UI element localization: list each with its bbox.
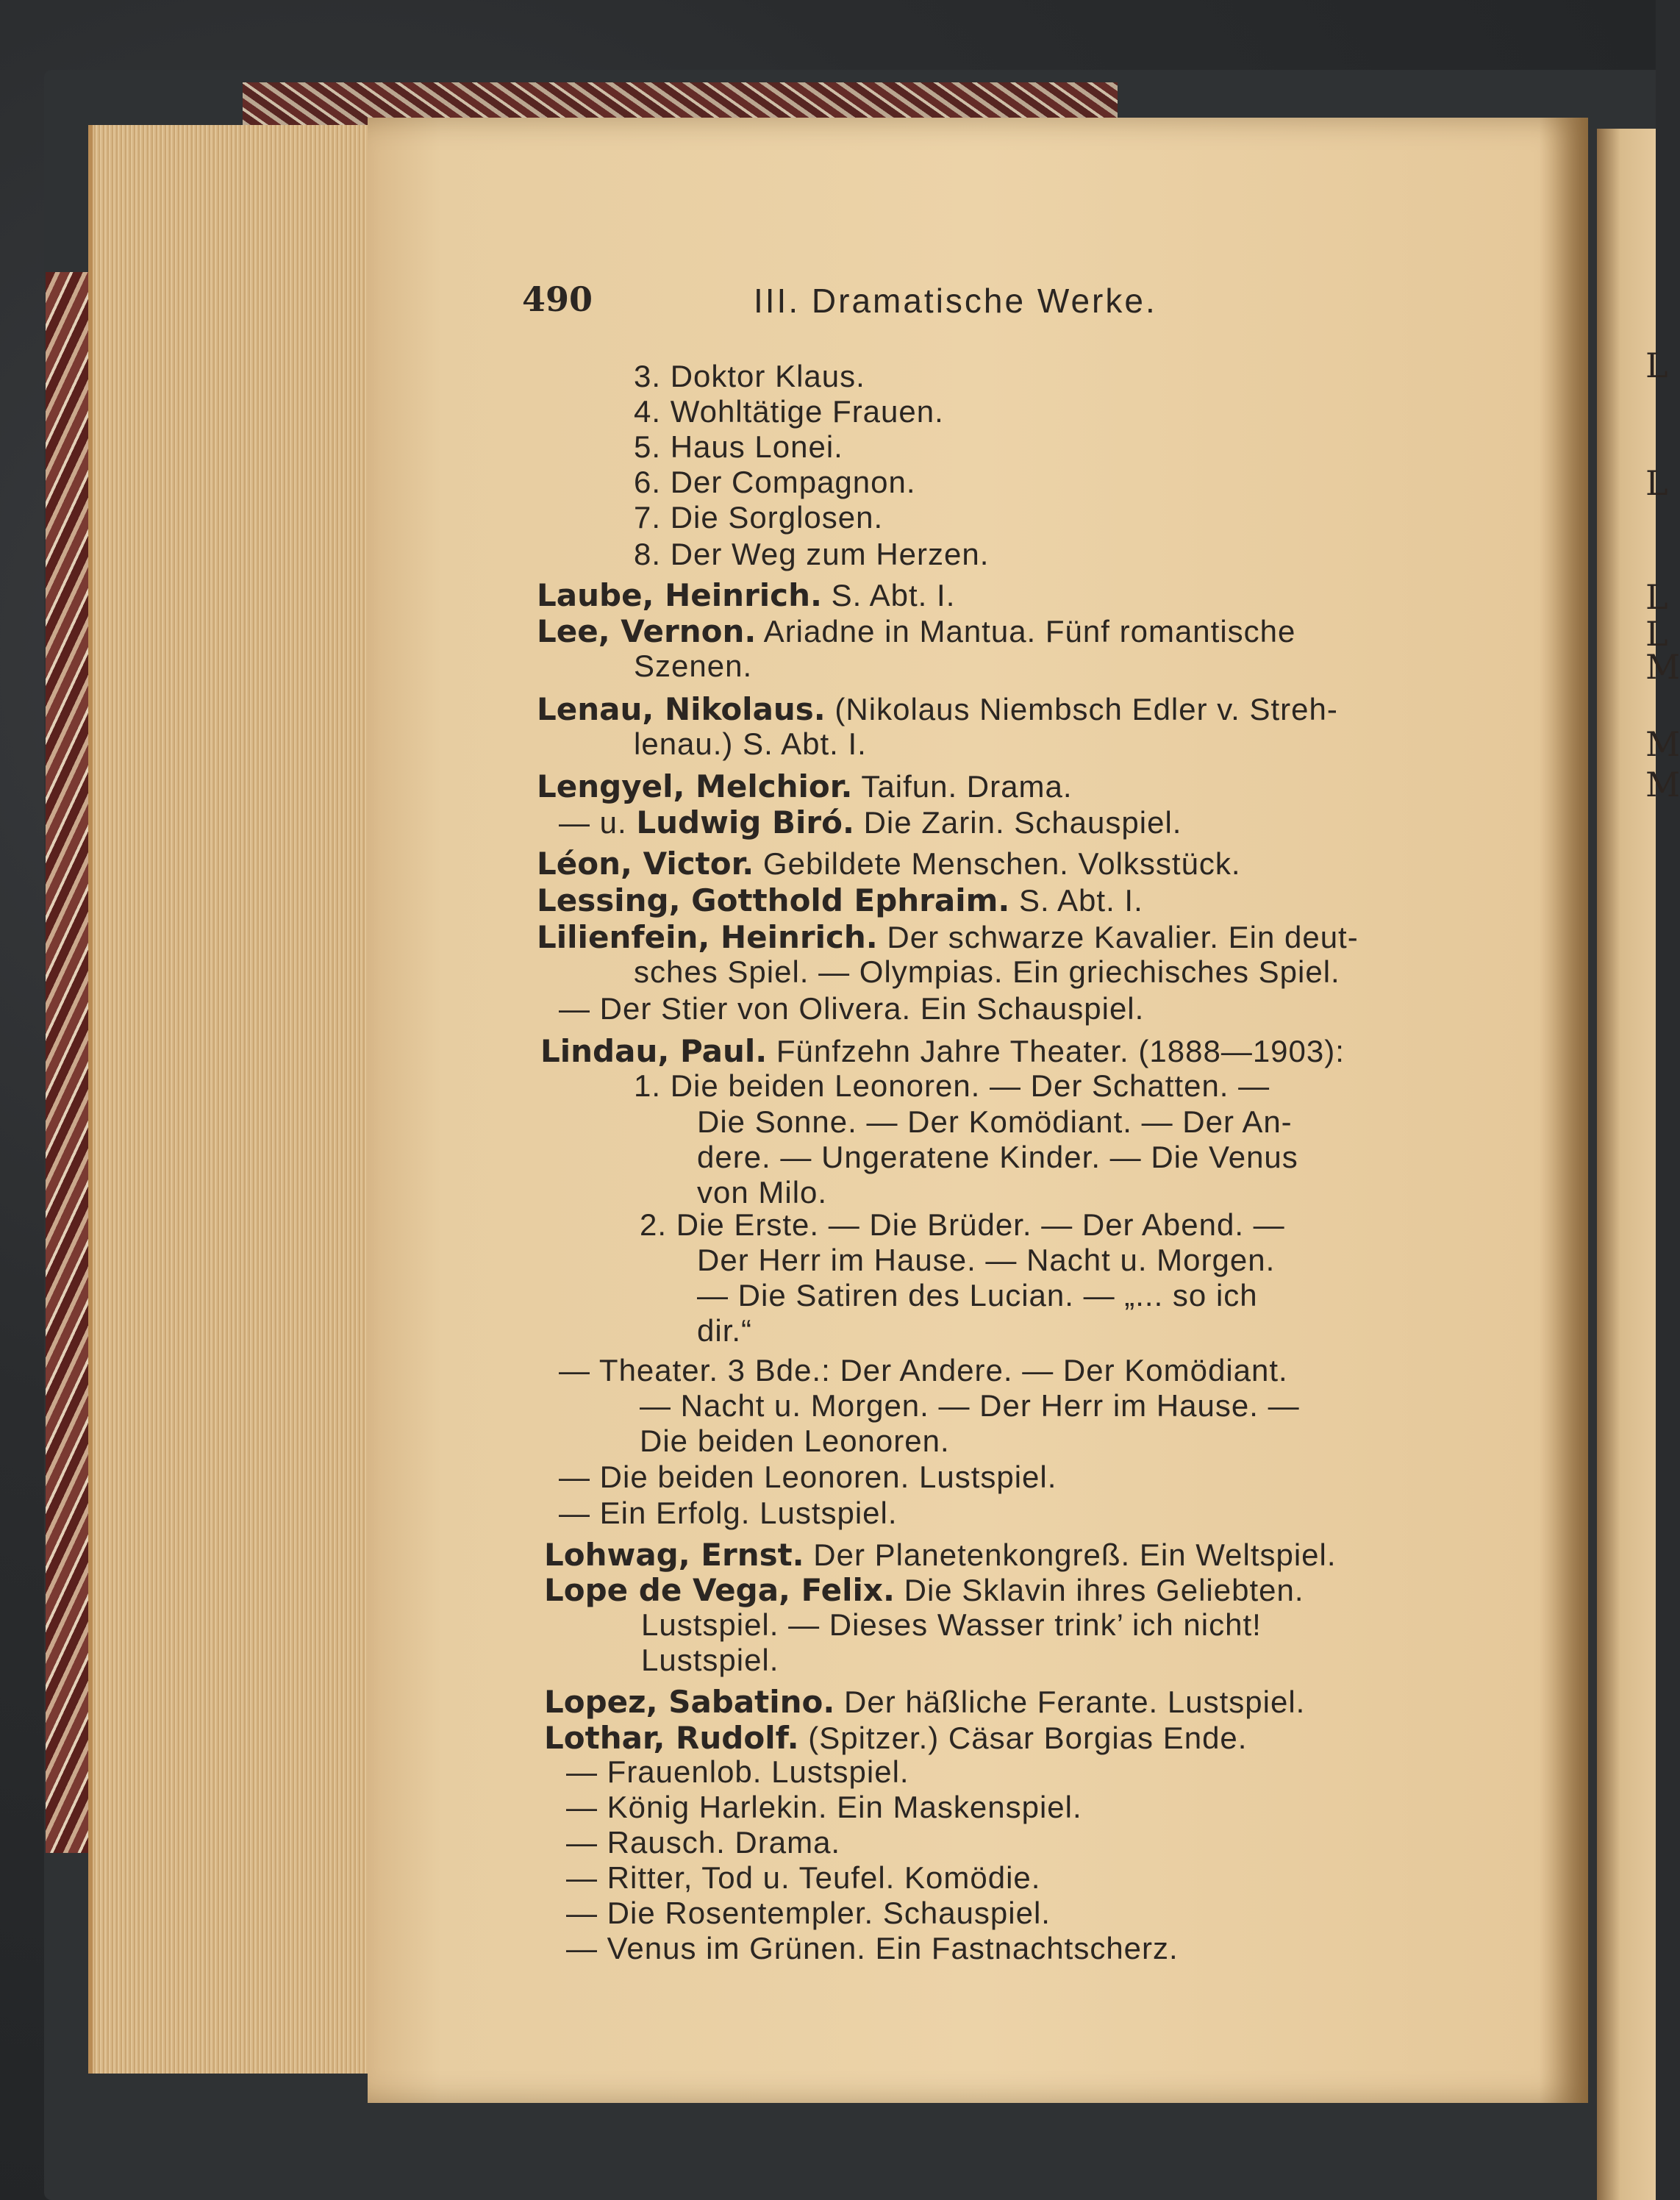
text-line <box>544 1537 1337 1573</box>
text-line <box>537 768 1072 804</box>
text-line <box>566 1896 1051 1931</box>
entry-text: Der schwarze Kavalier. Ein deut- <box>877 920 1359 954</box>
entry-text: — Die beiden Leonoren. Lustspiel. <box>559 1460 1057 1494</box>
next-page-letter: M <box>1645 724 1680 764</box>
entry-text: — Venus im Grünen. Ein Fastnachtscherz. <box>566 1931 1179 1965</box>
next-page-letter: L <box>1645 614 1668 654</box>
text-line <box>697 1278 1258 1313</box>
entry-text: Die Sonne. — Der Komödiant. — Der An- <box>697 1104 1293 1139</box>
text-line <box>697 1243 1275 1278</box>
next-page-letter: L <box>1645 463 1668 503</box>
text-line <box>634 500 883 535</box>
next-page-letter: M <box>1645 647 1680 687</box>
text-line <box>537 691 1338 727</box>
text-line <box>640 1388 1300 1424</box>
text-line <box>544 1684 1305 1720</box>
text-line <box>634 726 867 762</box>
entry-text: dere. — Ungeratene Kinder. — Die Venus <box>697 1140 1298 1174</box>
text-line <box>634 465 916 500</box>
entry-text: Ariadne in Mantua. Fünf romantische <box>756 614 1296 649</box>
running-head: III. Dramatische Werke. <box>754 282 1157 320</box>
text-line <box>537 577 955 613</box>
text-line <box>544 1720 1247 1756</box>
author-name: Lessing, Gotthold Ephraim. <box>537 882 1010 918</box>
entry-text: — Die Rosentempler. Schauspiel. <box>566 1896 1051 1930</box>
entry-text: 8. Der Weg zum Herzen. <box>634 537 990 571</box>
page-number: 490 <box>522 279 593 319</box>
next-page-letter: M <box>1645 765 1680 804</box>
entry-text: 4. Wohltätige Frauen. <box>634 394 944 429</box>
text-line <box>640 1207 1285 1243</box>
author-name: Lothar, Rudolf. <box>544 1720 799 1756</box>
text-line <box>634 1068 1270 1104</box>
author-name: Lenau, Nikolaus. <box>537 691 826 727</box>
text-line <box>559 991 1144 1026</box>
entry-text: — Die Satiren des Lucian. — „... so ich <box>697 1278 1258 1312</box>
entry-text: Die Zarin. Schauspiel. <box>854 805 1182 840</box>
text-line <box>559 1353 1288 1388</box>
entry-text: Fünfzehn Jahre Theater. (1888—1903): <box>767 1034 1345 1068</box>
entry-text: S. Abt. I. <box>821 578 956 612</box>
author-name: Lindau, Paul. <box>540 1033 768 1069</box>
line-prefix: — u. <box>559 805 637 840</box>
text-line <box>537 882 1143 918</box>
entry-text: S. Abt. I. <box>1009 883 1143 918</box>
entry-text: von Milo. <box>697 1175 828 1210</box>
text-line <box>566 1825 840 1860</box>
text-line <box>559 804 1182 840</box>
text-line <box>537 613 1295 649</box>
entry-text: Die beiden Leonoren. <box>640 1424 950 1458</box>
entry-text: — Ritter, Tod u. Teufel. Komödie. <box>566 1860 1041 1895</box>
text-line <box>566 1931 1179 1966</box>
author-name: Lopez, Sabatino. <box>544 1684 835 1720</box>
text-line <box>559 1460 1057 1495</box>
entry-text: — Nacht u. Morgen. — Der Herr im Hause. — <box>640 1388 1300 1423</box>
entry-text: dir.“ <box>697 1313 753 1348</box>
entry-text: — Rausch. Drama. <box>566 1825 841 1860</box>
entry-text: Taifun. Drama. <box>852 769 1073 804</box>
text-line <box>537 846 1241 882</box>
text-line <box>634 649 752 684</box>
entry-text: — Frauenlob. Lustspiel. <box>566 1754 909 1789</box>
text-line <box>566 1754 909 1790</box>
text-line <box>634 429 843 465</box>
next-page-letter: L <box>1645 346 1668 385</box>
entry-text: (Nikolaus Niembsch Edler v. Streh- <box>825 692 1338 726</box>
text-line <box>559 1496 898 1531</box>
author-name: Léon, Victor. <box>537 846 754 882</box>
entry-text: lenau.) S. Abt. I. <box>634 726 867 761</box>
text-line <box>697 1175 827 1210</box>
entry-text: 2. Die Erste. — Die Brüder. — Der Abend. — <box>640 1207 1285 1242</box>
entry-text: (Spitzer.) Cäsar Borgias Ende. <box>798 1721 1248 1755</box>
entry-text: 7. Die Sorglosen. <box>634 500 884 535</box>
entry-text: Gebildete Menschen. Volksstück. <box>754 846 1241 881</box>
entry-text: Der Planetenkongreß. Ein Weltspiel. <box>804 1538 1337 1572</box>
entry-text: 5. Haus Lonei. <box>634 429 843 464</box>
entry-text: Der Herr im Hause. — Nacht u. Morgen. <box>697 1243 1276 1277</box>
author-name: Lee, Vernon. <box>537 613 757 649</box>
text-line <box>566 1860 1040 1896</box>
author-name: Lilienfein, Heinrich. <box>537 919 878 955</box>
text-line <box>697 1104 1293 1140</box>
entry-text: Lustspiel. — Dieses Wasser trink’ ich nicht! <box>641 1607 1262 1642</box>
text-line <box>544 1572 1304 1608</box>
entry-text: 6. Der Compagnon. <box>634 465 916 499</box>
text-line <box>540 1033 1345 1069</box>
next-page-letter: L <box>1645 577 1668 617</box>
entry-text: sches Spiel. — Olympias. Ein griechisches Spiel. <box>634 954 1340 989</box>
text-line <box>537 919 1359 955</box>
text-line <box>634 359 865 394</box>
entry-text: — Der Stier von Olivera. Ein Schauspiel. <box>559 991 1145 1026</box>
text-line <box>641 1643 779 1678</box>
entry-text: 1. Die beiden Leonoren. — Der Schatten. — <box>634 1068 1270 1103</box>
text-line <box>634 537 989 572</box>
text-line <box>634 954 1340 990</box>
entry-text: Der häßliche Ferante. Lustspiel. <box>834 1685 1306 1719</box>
text-line <box>697 1140 1298 1175</box>
text-line <box>697 1313 752 1349</box>
entry-text: Szenen. <box>634 649 753 683</box>
author-name: Laube, Heinrich. <box>537 577 822 613</box>
entry-text: — Theater. 3 Bde.: Der Andere. — Der Komödiant. <box>559 1353 1288 1388</box>
entry-text: Die Sklavin ihres Geliebten. <box>894 1573 1304 1607</box>
entry-text: — König Harlekin. Ein Maskenspiel. <box>566 1790 1082 1824</box>
author-name: Lope de Vega, Felix. <box>544 1572 895 1608</box>
author-name: Lohwag, Ernst. <box>544 1537 804 1573</box>
text-line <box>641 1607 1262 1643</box>
author-name: Ludwig Biró. <box>636 804 854 840</box>
entry-text: Lustspiel. <box>641 1643 779 1677</box>
entry-text: 3. Doktor Klaus. <box>634 359 865 393</box>
text-line <box>566 1790 1082 1825</box>
author-name: Lengyel, Melchior. <box>537 768 853 804</box>
text-line <box>634 394 944 429</box>
text-line <box>640 1424 950 1459</box>
entry-text: — Ein Erfolg. Lustspiel. <box>559 1496 898 1530</box>
